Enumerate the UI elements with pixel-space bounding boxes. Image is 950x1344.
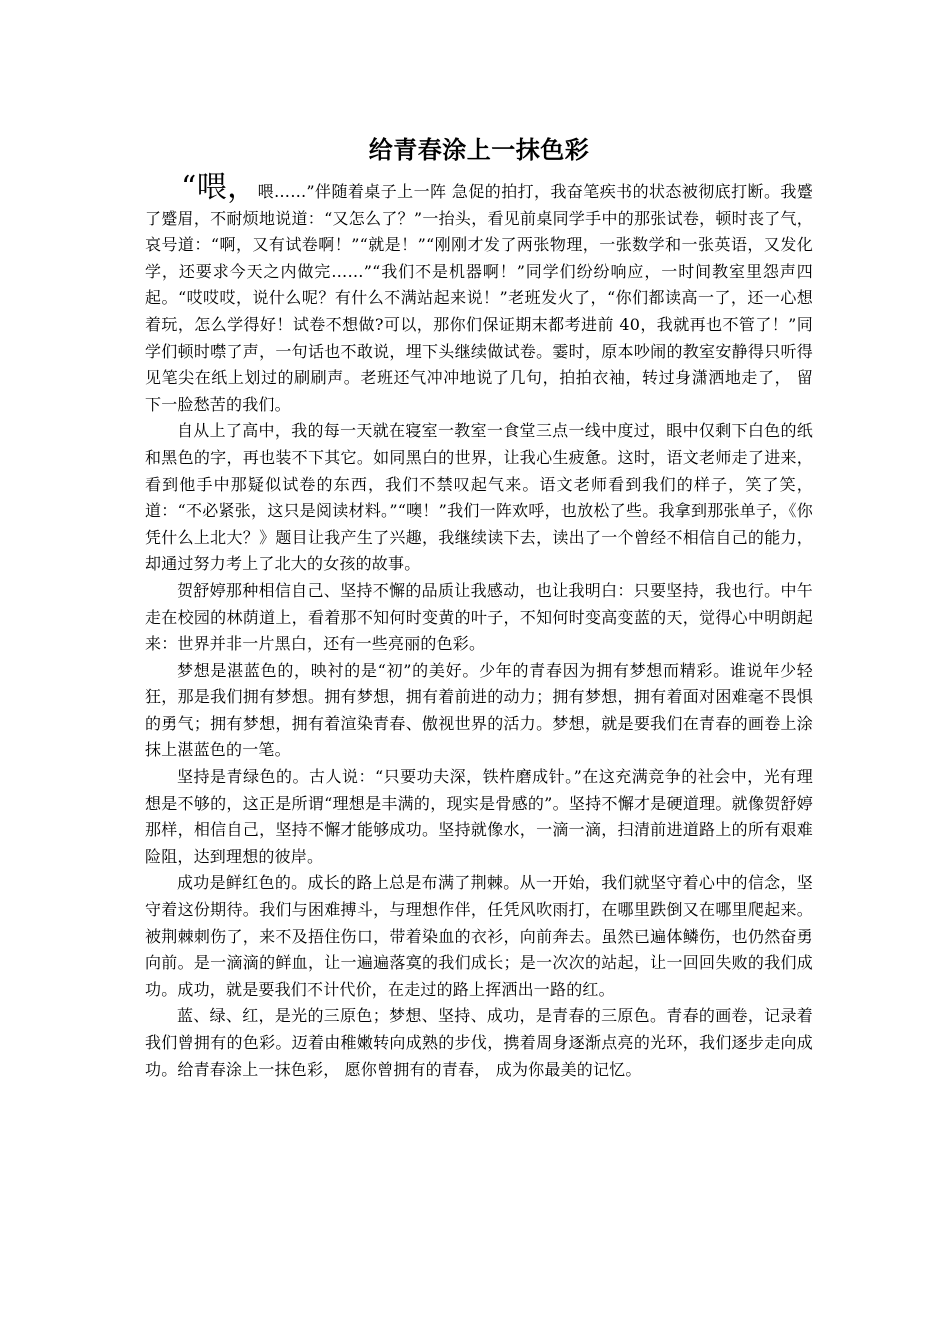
paragraph-2: 自从上了高中，我的每一天就在寝室一教室一食堂三点一线中度过，眼中仅剩下白色的纸和黑色的字，再也装不下其它。如同黑白的世界，让我心生疲惫。这时，语文老师走了进来，看到他手中那疑似试卷的东西，我们不禁叹起气来。语文老师看到我们的样子，笑了笑，道：“不必紧张，这只是阅读材料。”“噢！”我们一阵欢呼，也放松了些。我拿到那张单子，《你凭什么上北大？》题目让我产生了兴趣，我继续读下去，读出了一个曾经不相信自己的能力，却通过努力考上了北大的女孩的故事。: [145, 421, 813, 574]
paragraph-1: “喂，喂……”伴随着桌子上一阵 急促的拍打，我奋笔疾书的状态被彻底打断。我蹙了蹙眉，不耐烦地说道：“又怎么了？”一抬头，看见前桌同学手中的那张试卷，顿时丧了气，哀号道：“啊，又有试卷啊！”“就是！”“刚刚才发了两张物理，一张数学和一张英语，又发化学，还要求今天之内做完……”“我们不是机器啊！”同学们纷纷响应，一时间教室里怨声四起。“哎哎哎，说什么呢？有什么不满站起来说！”老班发火了，“你们都读高一了，还一心想着玩，怎么学得好！试卷不想做?可以，那你们保证期末都考进前 40，我就再也不管了！”同学们顿时噤了声，一句话也不敢说，埋下头继续做试卷。霎时，原本吵闹的教室安静得只听得见笔尖在纸上划过的刷刷声。老班还气冲冲地说了几句，拍拍衣袖，转过身潇洒地走了， 留下一脸愁苦的我们。: [145, 170, 813, 414]
paragraph-4: 梦想是湛蓝色的，映衬的是“初”的美好。少年的青春因为拥有梦想而精彩。谁说年少轻狂，那是我们拥有梦想。拥有梦想，拥有着前进的动力；拥有梦想，拥有着面对困难毫不畏惧的勇气；拥有梦想，拥有着渲染青春、傲视世界的活力。梦想，就是要我们在青春的画卷上涂抹上湛蓝色的一笔。: [145, 660, 813, 760]
document-page: [145, 130, 813, 1083]
essay-title: 给青春涂上一抹色彩: [368, 135, 590, 164]
paragraph-6: 成功是鲜红色的。成长的路上总是布满了荆棘。从一开始，我们就坚守着心中的信念，坚守着这份期待。我们与困难搏斗，与理想作伴，任凭风吹雨打，在哪里跌倒又在哪里爬起来。被荆棘刺伤了，来不及捂住伤口，带着染血的衣衫，向前奔去。虽然已遍体鳞伤，也仍然奋勇向前。是一滴滴的鲜血，让一遍遍落寞的我们成长；是一次次的站起，让一回回失败的我们成功。成功，就是要我们不计代价，在走过的路上挥洒出一路的红。: [145, 873, 813, 999]
paragraph-7: 蓝、绿、红，是光的三原色；梦想、坚持、成功，是青春的三原色。青春的画卷，记录着我们曾拥有的色彩。迈着由稚嫩转向成熟的步伐，携着周身逐渐点亮的光环，我们逐步走向成功。给青春涂上一抹色彩， 愿你曾拥有的青春， 成为你最美的记忆。: [145, 1006, 813, 1079]
paragraph-5: 坚持是青绿色的。古人说：“只要功夫深，铁杵磨成针。”在这充满竞争的社会中，光有理想是不够的，这正是所谓“理想是丰满的，现实是骨感的”。坚持不懈才是硬道理。就像贺舒婷那样，相信自己，坚持不懈才能够成功。坚持就像水，一滴一滴，扫清前进道路上的所有艰难险阻，达到理想的彼岸。: [145, 767, 813, 866]
paragraph-3: 贺舒婷那种相信自己、坚持不懈的品质让我感动，也让我明白：只要坚持，我也行。中午走在校园的林荫道上，看着那不知何时变黄的叶子，不知何时变高变蓝的天，觉得心中明朗起来：世界并非一片黑白，还有一些亮丽的色彩。: [145, 580, 813, 654]
